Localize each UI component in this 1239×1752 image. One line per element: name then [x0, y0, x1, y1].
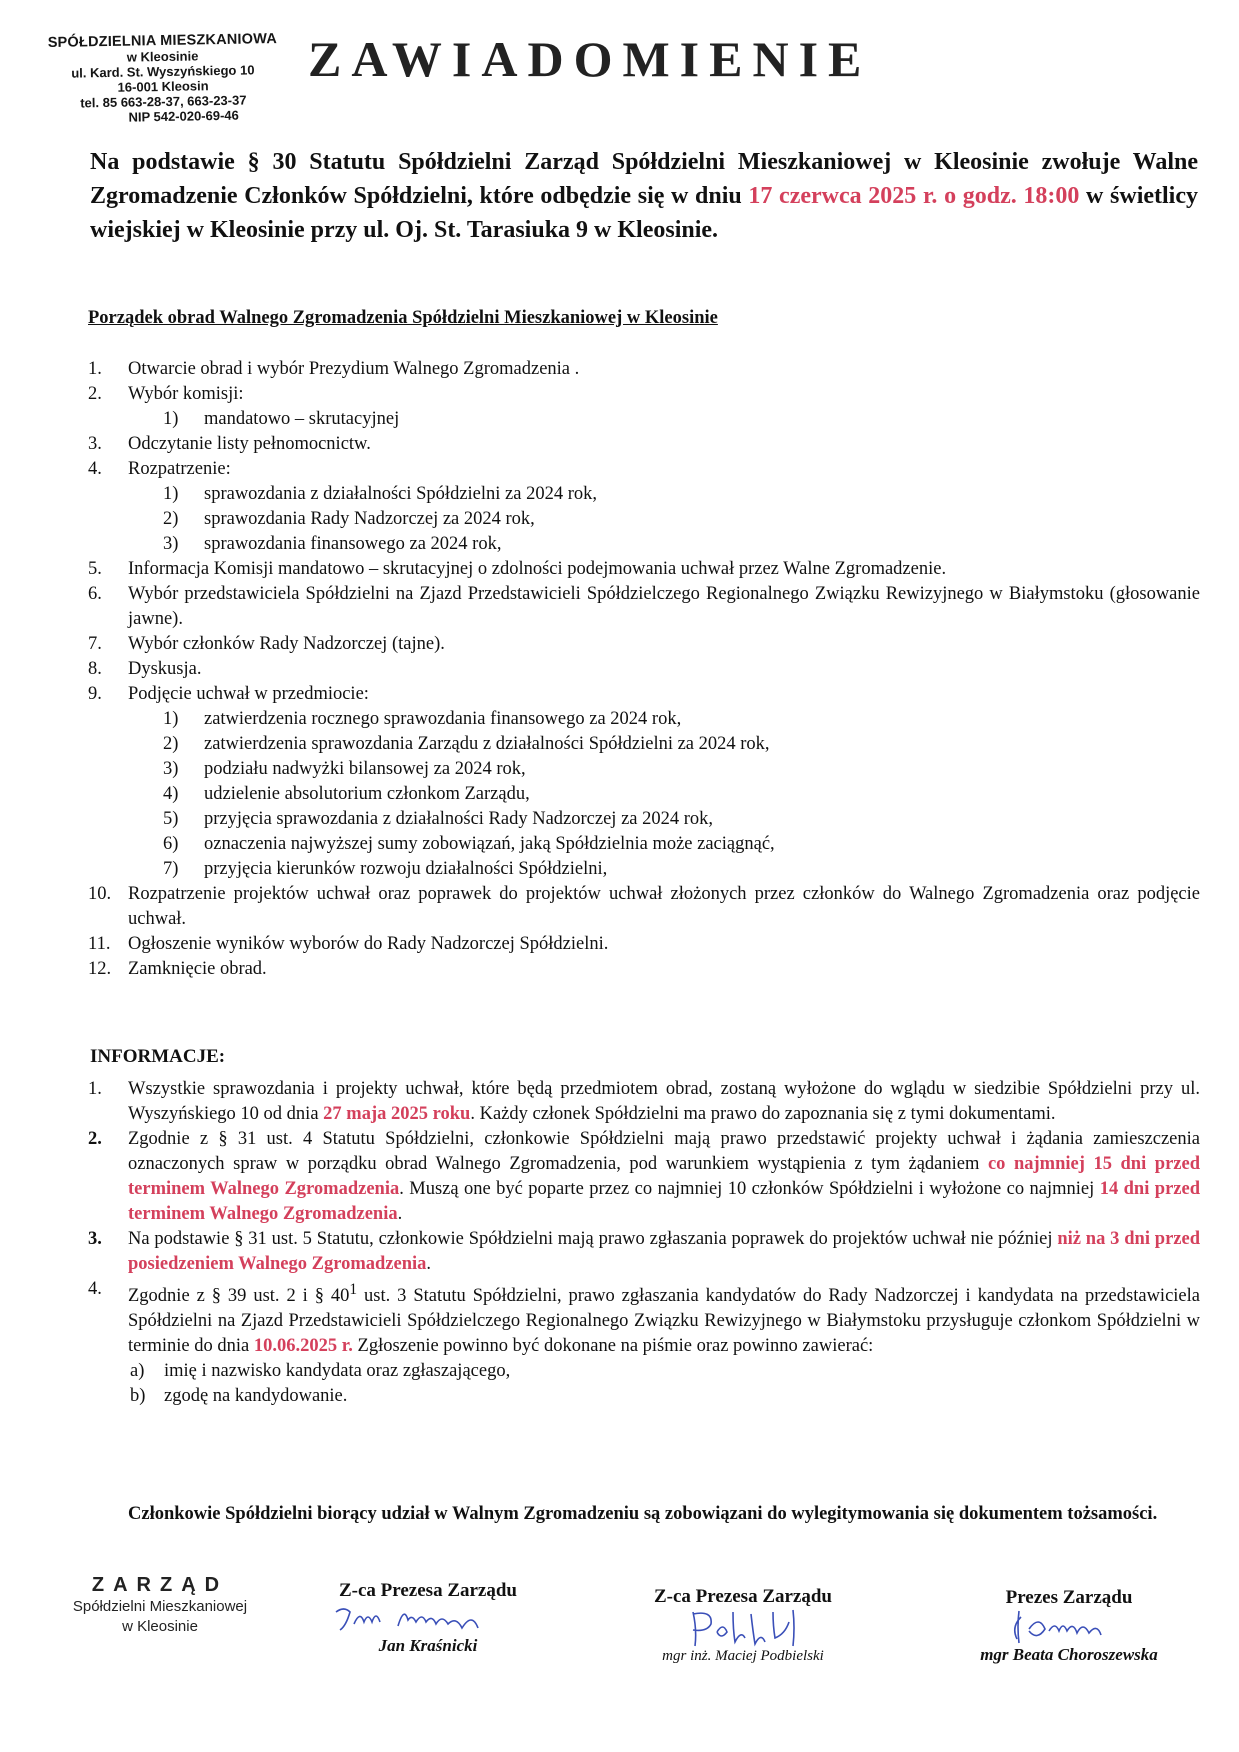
info-highlight: 27 maja 2025 roku [323, 1104, 471, 1124]
info-text: . Muszą one być poparte przez co najmniej 10 członków Spółdzielni i wyłożone co najmniej [399, 1179, 1100, 1199]
info-item [88, 1127, 1200, 1227]
agenda-subitem-text: udzielenie absolutorium członkom Zarządu, [204, 784, 530, 804]
agenda-subitem-number: 1) [163, 484, 179, 504]
agenda-item-text: Wybór komisji: [128, 384, 244, 404]
handwritten-signature [633, 1608, 853, 1648]
signature-name: mgr inż. Maciej Podbielski [662, 1648, 824, 1664]
info-item [88, 1277, 1200, 1359]
info-subitem-letter: b) [130, 1386, 146, 1407]
agenda-item [88, 457, 1200, 482]
agenda-subitem [88, 732, 1200, 757]
info-text: Zgodnie z § 39 ust. 2 i § 40 [128, 1286, 350, 1307]
cooperative-stamp [31, 32, 295, 127]
stamp-line: NIP 542-020-69-46 [128, 107, 239, 125]
agenda-subitem-number: 5) [163, 809, 179, 829]
info-subitem-text: zgodę na kandydowanie. [164, 1386, 348, 1407]
agenda-item [88, 632, 1200, 657]
agenda-subitem [88, 507, 1200, 532]
agenda-subitem [88, 782, 1200, 807]
agenda-subitem [88, 757, 1200, 782]
signature-name: Jan Kraśnicki [378, 1636, 478, 1655]
info-heading: INFORMACJE: [90, 1046, 226, 1067]
board-title: ZARZĄD [91, 1574, 229, 1596]
agenda-item-text: Odczytanie listy pełnomocnictw. [128, 434, 371, 454]
agenda-subitem [88, 857, 1200, 882]
info-item-number: 1. [88, 1079, 102, 1099]
agenda-subitem-text: mandatowo – skrutacyjnej [204, 409, 400, 429]
agenda-item-text: Rozpatrzenie: [128, 459, 231, 479]
info-item [88, 1227, 1200, 1277]
agenda-heading: Porządek obrad Walnego Zgromadzenia Spółdzielni Mieszkaniowej w Kleosinie [88, 308, 718, 328]
agenda-item-text: Dyskusja. [128, 659, 202, 679]
info-highlight: 10.06.2025 r. [253, 1336, 353, 1357]
agenda-item-number: 8. [88, 659, 102, 679]
agenda-item-text: Wybór członków Rady Nadzorczej (tajne). [128, 634, 445, 654]
agenda-subitem [88, 482, 1200, 507]
agenda-subitem-text: sprawozdania z działalności Spółdzielni za 2024 rok, [204, 484, 597, 504]
info-list [88, 1077, 1200, 1409]
agenda-subitem-text: podziału nadwyżki bilansowej za 2024 rok, [204, 759, 526, 779]
intro-text: Na podstawie § 30 Statutu Spółdzielni Zarząd Spółdzielni Mieszkaniowej w Kleosinie zwołuje Walne Zgromadzenie Członków Spółdzielni, które odbędzie się w dniu [90, 149, 1198, 209]
intro-text: w świetlicy wiejskiej w Kleosinie przy ul. Oj. St. Tarasiuka 9 w Kleosinie. [90, 183, 1198, 243]
agenda-subitem-text: zatwierdzenia rocznego sprawozdania finansowego za 2024 rok, [204, 709, 682, 729]
info-highlight: co najmniej 15 dni przed terminem Walnego Zgromadzenia [128, 1154, 1200, 1199]
agenda-item-number: 3. [88, 434, 102, 454]
agenda-item-number: 2. [88, 384, 102, 404]
agenda-item [88, 932, 1200, 957]
agenda-item [88, 582, 1200, 632]
agenda-subitem-number: 1) [163, 709, 179, 729]
agenda-subitem-text: sprawozdania Rady Nadzorczej za 2024 rok, [204, 509, 535, 529]
signature-role: Z-ca Prezesa Zarządu [339, 1580, 517, 1601]
info-subitem [88, 1384, 1200, 1409]
board-line: w Kleosinie [122, 1618, 198, 1635]
agenda-subitem-text: sprawozdania finansowego za 2024 rok, [204, 534, 502, 554]
agenda-item-text: Informacja Komisji mandatowo – skrutacyjnej o zdolności podejmowania uchwał przez Walne Zgromadzenie. [128, 559, 947, 579]
agenda-item-text: Otwarcie obrad i wybór Prezydium Walnego Zgromadzenia . [128, 359, 580, 379]
agenda-subitem-number: 2) [163, 734, 179, 754]
agenda-item-text: Rozpatrzenie projektów uchwał oraz poprawek do projektów uchwał złożonych przez członków do Walnego Zgromadzenia oraz podjęcie uchwał. [128, 884, 1200, 929]
stamp-line: 16-001 Kleosin [117, 78, 209, 95]
agenda-subitem-number: 1) [163, 409, 179, 429]
agenda-subitem [88, 807, 1200, 832]
agenda-subitem-number: 7) [163, 859, 179, 879]
agenda-item [88, 682, 1200, 707]
agenda-item [88, 357, 1200, 382]
intro-paragraph [90, 145, 1198, 247]
agenda-item [88, 382, 1200, 407]
agenda-subitem [88, 532, 1200, 557]
info-text: Zgodnie z § 31 ust. 4 Statutu Spółdzielni, członkowie Spółdzielni mają prawo przedstawić projekty uchwał i żądania zamieszczenia oznaczonych spraw w porządku obrad Walnego Zgromadzenia, pod warunkiem wystąpienia z tym żądaniem [128, 1129, 1200, 1174]
agenda-subitem-text: przyjęcia sprawozdania z działalności Rady Nadzorczej za 2024 rok, [204, 809, 714, 829]
stamp-line: w Kleosinie [126, 48, 199, 65]
info-subitem-text: imię i nazwisko kandydata oraz zgłaszającego, [164, 1361, 511, 1382]
agenda-list [88, 357, 1200, 982]
agenda-item-number: 4. [88, 459, 102, 479]
agenda-item-number: 1. [88, 359, 102, 379]
info-highlight: 14 dni przed terminem Walnego Zgromadzenia [128, 1179, 1200, 1224]
info-item-number: 4. [88, 1279, 102, 1299]
meeting-date: 17 czerwca 2025 r. o godz. 18:00 [748, 183, 1080, 209]
info-text: Na podstawie § 31 ust. 5 Statutu, członkowie Spółdzielni mają prawo zgłaszania poprawek do projektów uchwał nie później [128, 1229, 1058, 1249]
agenda-item-number: 11. [88, 934, 111, 954]
info-item [88, 1077, 1200, 1127]
info-subitem [88, 1359, 1200, 1384]
closing-note: Członkowie Spółdzielni biorący udział w Walnym Zgromadzeniu są zobowiązani do wylegitymowania się dokumentem tożsamości. [128, 1504, 1158, 1524]
agenda-subitem-text: zatwierdzenia sprawozdania Zarządu z działalności Spółdzielni za 2024 rok, [204, 734, 770, 754]
info-subitem-letter: a) [130, 1361, 145, 1382]
stamp-line: tel. 85 663-28-37, 663-23-37 [80, 92, 247, 111]
info-text: ust. 3 Statutu Spółdzielni, prawo zgłaszania kandydatów do Rady Nadzorczej i kandydata na przedstawiciela Spółdzielni na Zjazd Przedstawicieli Spółdzielczego Regionalnego Związku Rewizyjnego w Białymstoku przysługuje członkom Spółdzielni w terminie do dnia [128, 1286, 1200, 1357]
info-text: . [426, 1254, 432, 1274]
agenda-item-text: Zamknięcie obrad. [128, 959, 267, 979]
board-stamp [40, 1574, 280, 1637]
info-text: . Każdy członek Spółdzielni ma prawo do zapoznania się z tymi dokumentami. [470, 1104, 1056, 1124]
agenda-item-text: Wybór przedstawiciela Spółdzielni na Zjazd Przedstawicieli Spółdzielczego Regionalnego Związku Rewizyjnego w Białymstoku (głosowanie jawne). [128, 584, 1200, 629]
info-text: Zgłoszenie powinno być dokonane na piśmie oraz powinno zawierać: [352, 1336, 874, 1357]
agenda-item-number: 12. [88, 959, 112, 979]
info-item-number: 3. [88, 1229, 102, 1249]
superscript: 1 [349, 1281, 358, 1298]
agenda-item-text: Podjęcie uchwał w przedmiocie: [128, 684, 369, 704]
agenda-subitem-number: 2) [163, 509, 179, 529]
agenda-item-text: Ogłoszenie wyników wyborów do Rady Nadzorczej Spółdzielni. [128, 934, 609, 954]
signature-deputy-1 [318, 1580, 538, 1656]
info-item-number: 2. [88, 1129, 102, 1149]
signature-role: Z-ca Prezesa Zarządu [654, 1586, 832, 1607]
signature-deputy-2 [618, 1586, 868, 1665]
stamp-line: SPÓŁDZIELNIA MIESZKANIOWA [47, 31, 278, 52]
agenda-subitem-number: 4) [163, 784, 179, 804]
info-text: . [397, 1204, 403, 1224]
agenda-item [88, 882, 1200, 932]
agenda-subitem [88, 707, 1200, 732]
agenda-subitem-number: 3) [163, 759, 179, 779]
info-highlight: niż na 3 dni przed posiedzeniem Walnego Zgromadzenia [128, 1229, 1200, 1274]
signature-role: Prezes Zarządu [1005, 1587, 1133, 1608]
signature-president [958, 1587, 1180, 1665]
agenda-item-number: 7. [88, 634, 102, 654]
agenda-subitem-number: 3) [163, 534, 179, 554]
agenda-subitem-number: 6) [163, 834, 179, 854]
handwritten-signature [969, 1609, 1169, 1645]
page-title: ZAWIADOMIENIE [308, 31, 872, 87]
agenda-item [88, 657, 1200, 682]
agenda-item [88, 557, 1200, 582]
signature-name: mgr Beata Choroszewska [980, 1645, 1158, 1664]
agenda-item [88, 432, 1200, 457]
agenda-subitem [88, 832, 1200, 857]
agenda-item-number: 5. [88, 559, 102, 579]
agenda-subitem-text: oznaczenia najwyższej sumy zobowiązań, jaką Spółdzielnia może zaciągnąć, [204, 834, 775, 854]
agenda-subitem-text: przyjęcia kierunków rozwoju działalności Spółdzielni, [204, 859, 608, 879]
agenda-subitem [88, 407, 1200, 432]
board-line: Spółdzielni Mieszkaniowej [72, 1598, 248, 1615]
agenda-item-number: 10. [88, 884, 112, 904]
stamp-line: ul. Kard. St. Wyszyńskiego 10 [71, 62, 255, 81]
agenda-item [88, 957, 1200, 982]
info-text: Wszystkie sprawozdania i projekty uchwał, które będą przedmiotem obrad, zostaną wyłożone do wglądu w siedzibie Spółdzielni przy ul. Wyszyńskiego 10 od dnia [128, 1079, 1200, 1124]
agenda-item-number: 9. [88, 684, 102, 704]
handwritten-signature [328, 1602, 528, 1636]
agenda-item-number: 6. [88, 584, 102, 604]
